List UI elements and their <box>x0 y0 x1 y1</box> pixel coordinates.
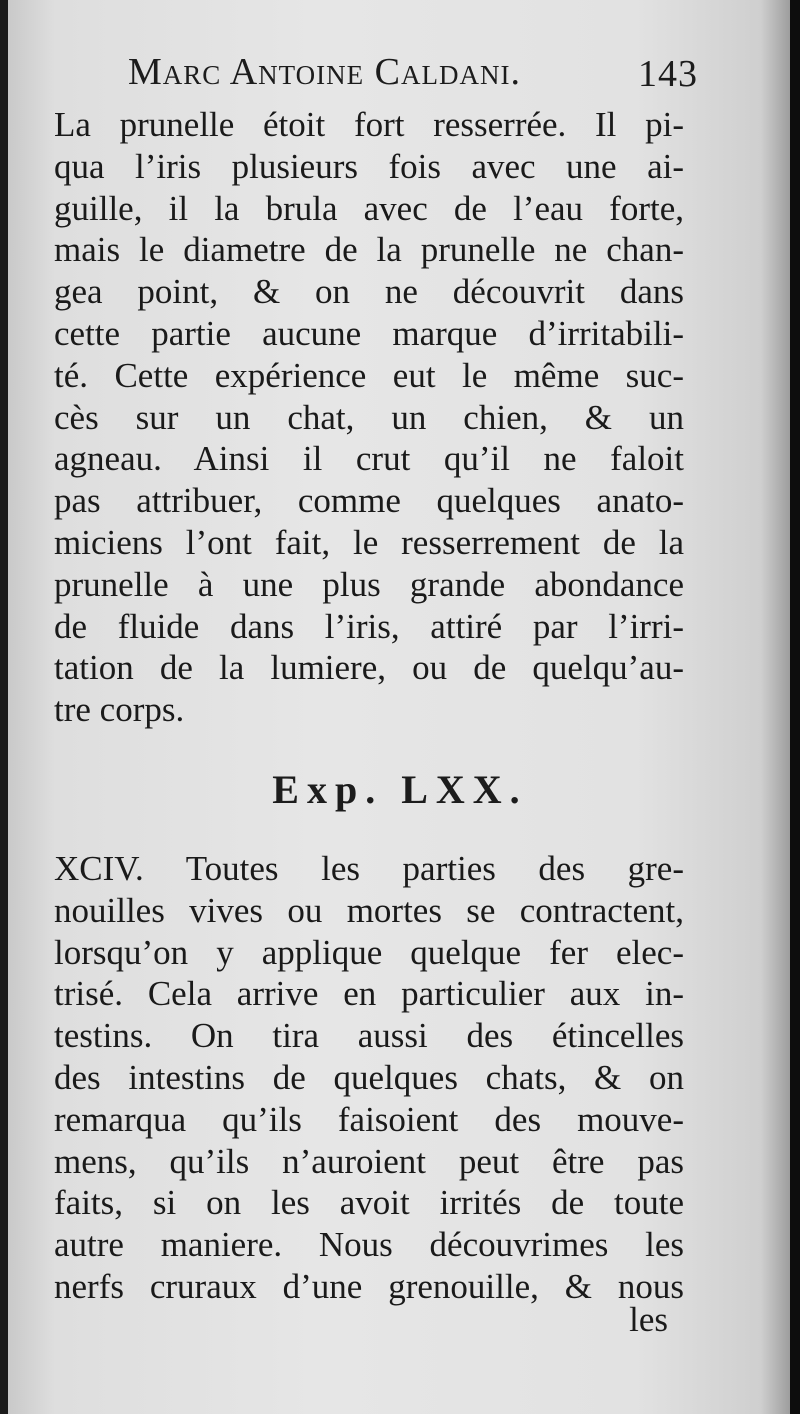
text-line: faits, si on les avoit irrités de toute <box>54 1183 684 1223</box>
text-line: pas attribuer, comme quelques anato- <box>54 481 684 521</box>
paragraph-continuation <box>54 104 684 731</box>
catchword: les <box>629 1300 668 1339</box>
text-line: cès sur un chat, un chien, & un <box>54 397 684 437</box>
text-line: gea point, & on ne découvrit dans <box>54 272 684 312</box>
text-line: té. Cette expérience eut le même suc- <box>54 355 684 395</box>
running-title: Marc Antoine Caldani. <box>128 51 521 93</box>
page-edge-shadow <box>790 0 800 1414</box>
page-number: 143 <box>638 53 698 95</box>
paragraph-xciv <box>54 848 684 1308</box>
text-line: autre maniere. Nous découvrimes les <box>54 1225 684 1265</box>
text-line: lorsqu’on y applique quelque fer elec- <box>54 932 684 972</box>
text-line: guille, il la brula avec de l’eau forte, <box>54 188 684 228</box>
text-line: tation de la lumiere, ou de quelqu’au- <box>54 648 684 688</box>
book-page <box>8 0 792 1414</box>
text-line: cette partie aucune marque d’irritabili- <box>54 313 684 353</box>
text-line: miciens l’ont fait, le resserrement de la <box>54 522 684 562</box>
text-line: mais le diametre de la prunelle ne chan- <box>54 230 684 270</box>
running-header <box>128 50 698 100</box>
text-line: qua l’iris plusieurs fois avec une ai- <box>54 146 684 186</box>
experiment-heading: Exp. LXX. <box>272 767 528 812</box>
text-line: trisé. Cela arrive en particulier aux in- <box>54 974 684 1014</box>
text-line: XCIV. Toutes les parties des gre- <box>54 849 684 888</box>
text-line: prunelle à une plus grande abondance <box>54 564 684 604</box>
text-line: agneau. Ainsi il crut qu’il ne faloit <box>54 439 684 479</box>
text-line: nerfs cruraux d’une grenouille, & nous <box>54 1266 684 1306</box>
text-line: mens, qu’ils n’auroient peut être pas <box>54 1141 684 1181</box>
text-line: nouilles vives ou mortes se contractent, <box>54 890 684 930</box>
text-line: de fluide dans l’iris, attiré par l’irri- <box>54 606 684 646</box>
text-line: tre corps. <box>54 690 185 730</box>
text-line: remarqua qu’ils faisoient des mouve- <box>54 1099 684 1139</box>
text-line: testins. On tira aussi des étincelles <box>54 1016 684 1056</box>
text-line: des intestins de quelques chats, & on <box>54 1057 684 1097</box>
text-line: La prunelle étoit fort resserrée. Il pi- <box>54 105 684 144</box>
